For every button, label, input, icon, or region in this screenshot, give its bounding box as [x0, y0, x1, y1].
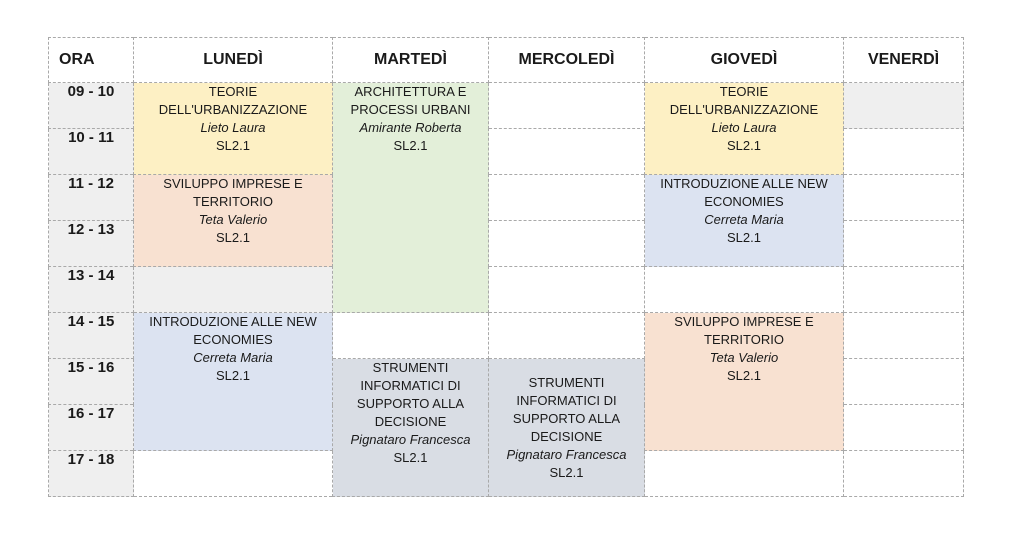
course-teacher: Cerreta Maria	[704, 212, 784, 227]
time-slot: 13 - 14	[49, 267, 134, 313]
time-slot: 12 - 13	[49, 221, 134, 267]
course-title: SVILUPPO IMPRESE E TERRITORIO	[163, 176, 303, 209]
header-monday: LUNEDÌ	[134, 38, 333, 83]
table-row	[49, 175, 964, 221]
empty-cell	[333, 313, 489, 359]
header-row	[49, 38, 964, 83]
time-slot: 11 - 12	[49, 175, 134, 221]
course-teacher: Pignataro Francesca	[506, 446, 627, 462]
course-block-mon-urbanizzazione[interactable]	[134, 83, 333, 175]
table-row	[49, 267, 964, 313]
table-row	[49, 313, 964, 359]
empty-cell	[489, 175, 645, 221]
course-room: SL2.1	[727, 230, 761, 245]
course-title: ARCHITETTURA E PROCESSI URBANI	[350, 84, 471, 117]
course-title: INTRODUZIONE ALLE NEW ECONOMIES	[149, 314, 317, 347]
time-slot: 15 - 16	[49, 359, 134, 405]
course-block-thu-urbanizzazione[interactable]	[645, 83, 844, 175]
course-title: INTRODUZIONE ALLE NEW ECONOMIES	[660, 176, 828, 209]
course-teacher: Pignataro Francesca	[350, 432, 471, 447]
course-block-thu-sviluppo[interactable]	[645, 313, 844, 451]
empty-cell	[134, 451, 333, 497]
course-room: SL2.1	[393, 450, 428, 465]
header-wednesday: MERCOLEDÌ	[489, 38, 645, 83]
course-block-thu-new-economies[interactable]	[645, 175, 844, 267]
course-title: STRUMENTI INFORMATICI DI SUPPORTO ALLA DECISIONE	[512, 374, 621, 444]
empty-cell	[489, 313, 645, 359]
table-row	[49, 83, 964, 129]
time-slot: 09 - 10	[49, 83, 134, 129]
header-friday: VENERDÌ	[844, 38, 964, 83]
header-ora: ORA	[49, 38, 134, 83]
course-block-tue-architettura[interactable]	[333, 83, 489, 313]
empty-cell	[134, 267, 333, 313]
header-tuesday: MARTEDÌ	[333, 38, 489, 83]
empty-cell	[489, 129, 645, 175]
course-block-wed-strumenti[interactable]	[489, 359, 645, 497]
empty-cell	[844, 129, 964, 175]
header-thursday: GIOVEDÌ	[645, 38, 844, 83]
time-slot: 14 - 15	[49, 313, 134, 359]
course-teacher: Teta Valerio	[709, 350, 779, 365]
course-title: TEORIE DELL'URBANIZZAZIONE	[158, 84, 308, 117]
course-block-mon-new-economies[interactable]	[134, 313, 333, 451]
course-block-tue-strumenti[interactable]	[333, 359, 489, 497]
course-room: SL2.1	[216, 138, 250, 153]
course-block-mon-sviluppo[interactable]	[134, 175, 333, 267]
course-teacher: Amirante Roberta	[359, 120, 462, 135]
empty-cell	[645, 267, 844, 313]
course-room: SL2.1	[216, 368, 250, 383]
empty-cell	[844, 175, 964, 221]
course-room: SL2.1	[393, 138, 428, 153]
empty-cell	[844, 359, 964, 405]
empty-cell	[489, 221, 645, 267]
course-title: STRUMENTI INFORMATICI DI SUPPORTO ALLA DECISIONE	[356, 360, 465, 429]
timetable	[48, 37, 964, 497]
course-room: SL2.1	[216, 230, 250, 245]
course-room: SL2.1	[727, 138, 761, 153]
course-room: SL2.1	[549, 464, 584, 480]
time-slot: 16 - 17	[49, 405, 134, 451]
empty-cell	[844, 313, 964, 359]
empty-cell	[844, 83, 964, 129]
course-room: SL2.1	[727, 368, 761, 383]
empty-cell	[844, 405, 964, 451]
empty-cell	[844, 221, 964, 267]
empty-cell	[645, 451, 844, 497]
empty-cell	[489, 267, 645, 313]
course-title: SVILUPPO IMPRESE E TERRITORIO	[674, 314, 814, 347]
empty-cell	[844, 267, 964, 313]
course-title: TEORIE DELL'URBANIZZAZIONE	[669, 84, 819, 117]
empty-cell	[489, 83, 645, 129]
course-teacher: Lieto Laura	[711, 120, 777, 135]
course-teacher: Teta Valerio	[198, 212, 268, 227]
course-teacher: Lieto Laura	[200, 120, 266, 135]
empty-cell	[844, 451, 964, 497]
time-slot: 10 - 11	[49, 129, 134, 175]
time-slot: 17 - 18	[49, 451, 134, 497]
course-teacher: Cerreta Maria	[193, 350, 273, 365]
